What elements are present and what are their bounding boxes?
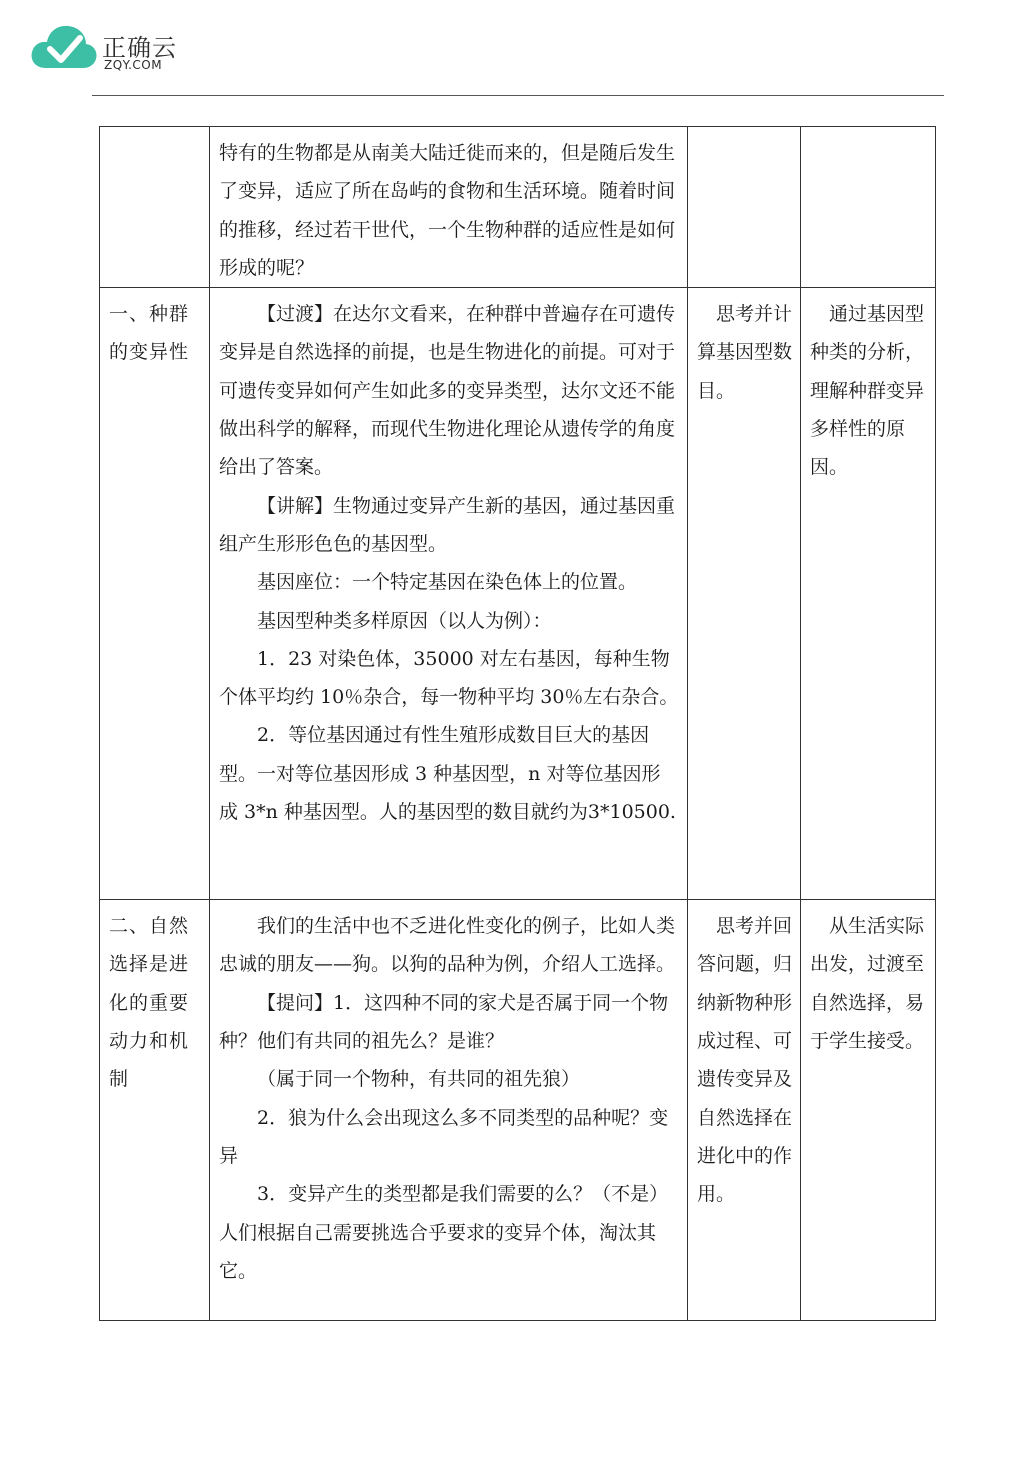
paragraph: 3．变异产生的类型都是我们需要的么？（不是）人们根据自己需要挑选合乎要求的变异个体，淘汰其它。 (219, 1183, 669, 1282)
table-row (100, 288, 936, 900)
student-activity-cell: 思考并回答问题，归纳新物种形成过程、可遗传变异及自然选择在进化中的作用。 (688, 900, 801, 1321)
section-cell (100, 127, 210, 288)
paragraph: 基因座位：一个特定基因在染色体上的位置。 (257, 571, 638, 594)
table-row (100, 900, 936, 1321)
paragraph: 2．等位基因通过有性生殖形成数目巨大的基因型。一对等位基因形成 3 种基因型，n 对等位基因形成 3*n 种基因型。人的基因型的数目就约为3*10500. (219, 724, 676, 824)
logo-domain: ZQY.COM (104, 58, 163, 72)
paragraph: 1．23 对染色体，35000 对左右基因，每种生物个体平均约 10％杂合，每一物种平均 30％左右杂合。 (219, 647, 679, 709)
lesson-plan-table (99, 126, 936, 1321)
design-purpose-cell: 从生活实际出发，过渡至自然选择，易于学生接受。 (801, 900, 936, 1321)
section-cell: 一、种群的变异性 (100, 288, 210, 900)
section-cell: 二、自然选择是进化的重要动力和机制 (100, 900, 210, 1321)
header-divider (92, 95, 944, 96)
design-purpose-cell (801, 127, 936, 288)
cloud-check-icon (30, 22, 98, 72)
zqy-logo (30, 22, 190, 74)
paragraph: 【过渡】在达尔文看来，在种群中普遍存在可遗传变异是自然选择的前提，也是生物进化的前提。可对于可遗传变异如何产生如此多的变异类型，达尔文还不能做出科学的解释，而现代生物进化理论从遗传学的角度给出了答案。 (219, 303, 676, 479)
design-purpose-cell: 通过基因型种类的分析，理解种群变异多样性的原因。 (801, 288, 936, 900)
logo-name: 正确云 (102, 34, 177, 62)
paragraph: 基因型种类多样原因（以人为例）： (257, 609, 552, 632)
paragraph: （属于同一个物种，有共同的祖先狼） (257, 1068, 581, 1091)
table-row (100, 127, 936, 288)
paragraph: 【提问】1．这四种不同的家犬是否属于同一个物种？他们有共同的祖先么？是谁？ (219, 991, 669, 1053)
paragraph: 2．狼为什么会出现这么多不同类型的品种呢？变异 (219, 1106, 669, 1167)
paragraph: 特有的生物都是从南美大陆迁徙而来的，但是随后发生了变异，适应了所在岛屿的食物和生活环境。随着时间的推移，经过若干世代，一个生物种群的适应性是如何形成的呢？ (219, 142, 676, 279)
content-cell (210, 127, 688, 288)
content-cell (210, 900, 688, 1321)
content-cell (210, 288, 688, 900)
student-activity-cell: 思考并计算基因型数目。 (688, 288, 801, 900)
student-activity-cell (688, 127, 801, 288)
paragraph: 我们的生活中也不乏进化性变化的例子，比如人类忠诚的朋友——狗。以狗的品种为例，介绍人工选择。 (219, 915, 676, 976)
paragraph: 【讲解】生物通过变异产生新的基因，通过基因重组产生形形色色的基因型。 (219, 494, 676, 555)
